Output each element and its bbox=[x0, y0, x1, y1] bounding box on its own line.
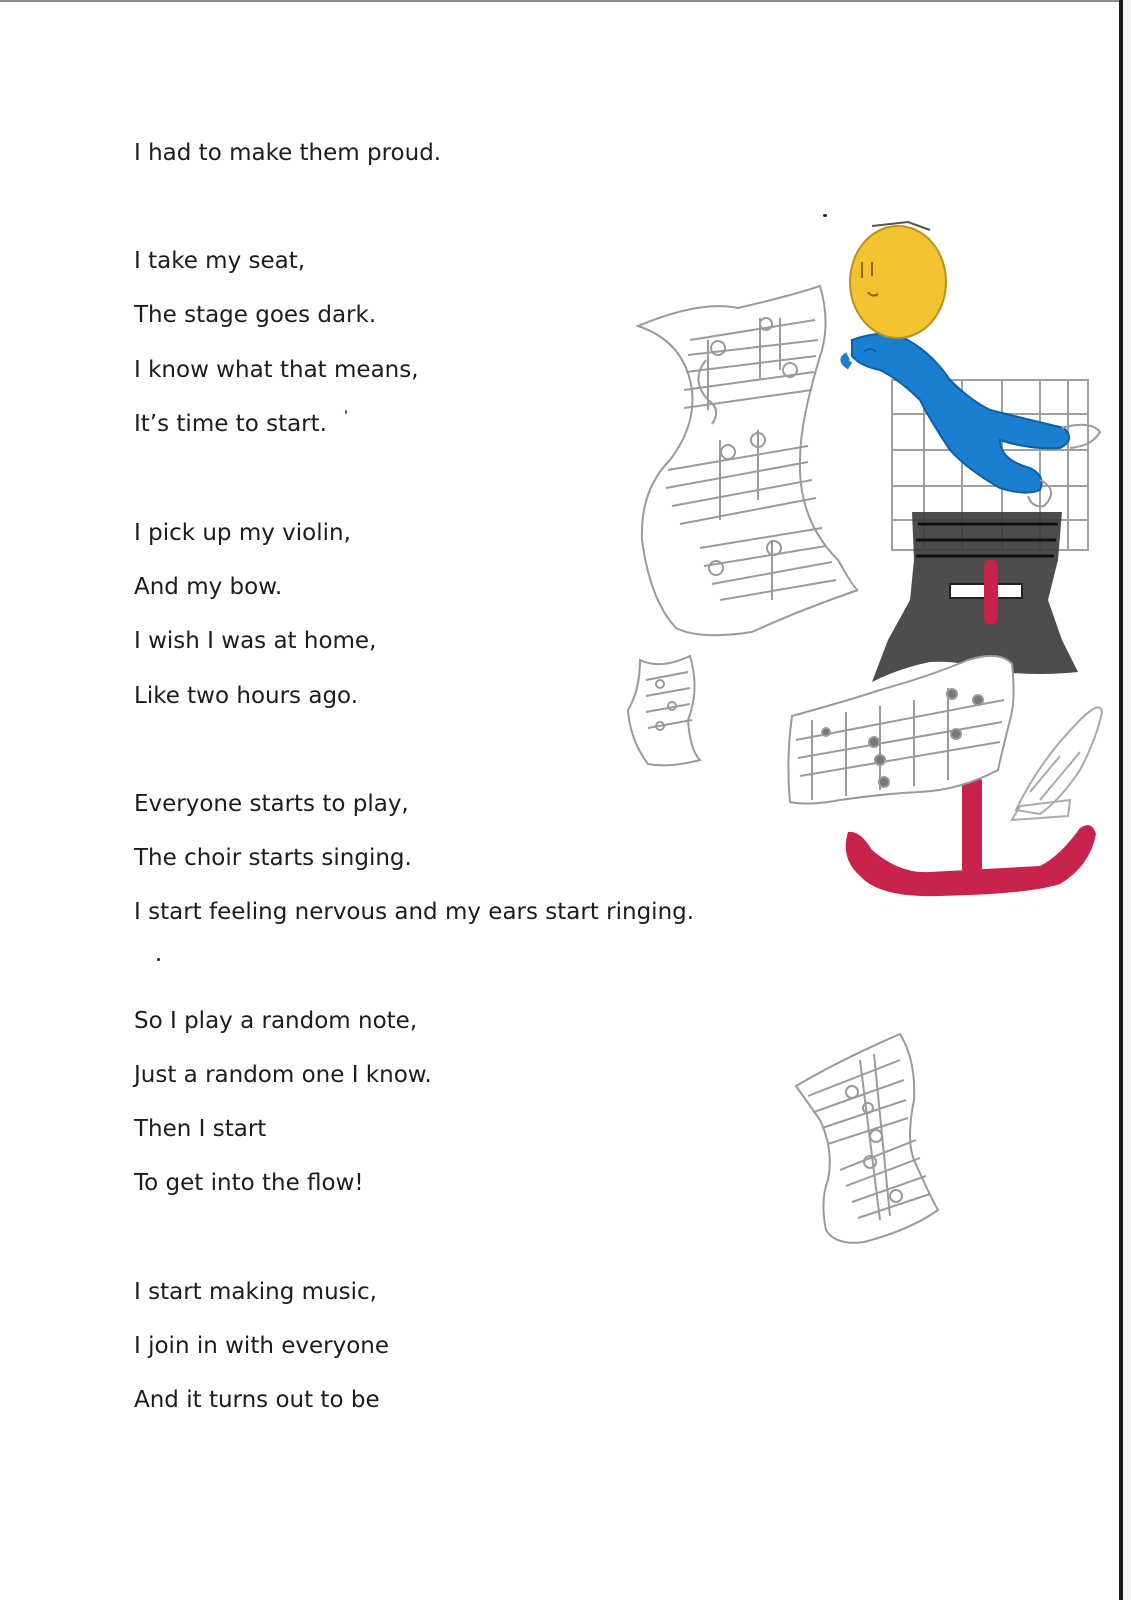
violinist-head bbox=[850, 222, 946, 338]
scan-speck bbox=[345, 410, 347, 414]
poem-line: The choir starts singing. bbox=[134, 845, 412, 871]
poem-line: And it turns out to be bbox=[134, 1387, 380, 1413]
poem-line: Everyone starts to play, bbox=[134, 791, 409, 817]
poem-line: To get into the flow! bbox=[134, 1170, 364, 1196]
poem-line: I know what that means, bbox=[134, 357, 419, 383]
sheet-music-large bbox=[638, 286, 858, 635]
poem-line: I had to make them proud. bbox=[134, 140, 442, 166]
sheet-music-lower bbox=[796, 1034, 938, 1243]
poem-line: I wish I was at home, bbox=[134, 628, 377, 654]
poem-line: I take my seat, bbox=[134, 248, 306, 274]
scan-top-edge bbox=[0, 0, 1131, 2]
poem-line: Like two hours ago. bbox=[134, 683, 359, 709]
scan-margin bbox=[1123, 0, 1131, 1600]
violinist-figure bbox=[844, 334, 1100, 507]
poem-line: And my bow. bbox=[134, 574, 283, 600]
poem-line: It’s time to start. bbox=[134, 411, 327, 437]
sheet-music-small bbox=[628, 656, 700, 765]
violin-sketch bbox=[1012, 708, 1102, 821]
poem-line: I join in with everyone bbox=[134, 1333, 389, 1359]
poem-line: The stage goes dark. bbox=[134, 302, 377, 328]
poem-line: Just a random one I know. bbox=[134, 1062, 432, 1088]
poem-line: Then I start bbox=[134, 1116, 267, 1142]
poem-line: I start feeling nervous and my ears start ringing. bbox=[134, 899, 695, 925]
poem-line: So I play a random note, bbox=[134, 1008, 418, 1034]
scan-speck bbox=[157, 958, 160, 961]
poem-line: I start making music, bbox=[134, 1279, 377, 1305]
chair-seat bbox=[872, 512, 1078, 682]
poem-line: I pick up my violin, bbox=[134, 520, 351, 546]
violinist-illustration bbox=[600, 200, 1120, 1260]
